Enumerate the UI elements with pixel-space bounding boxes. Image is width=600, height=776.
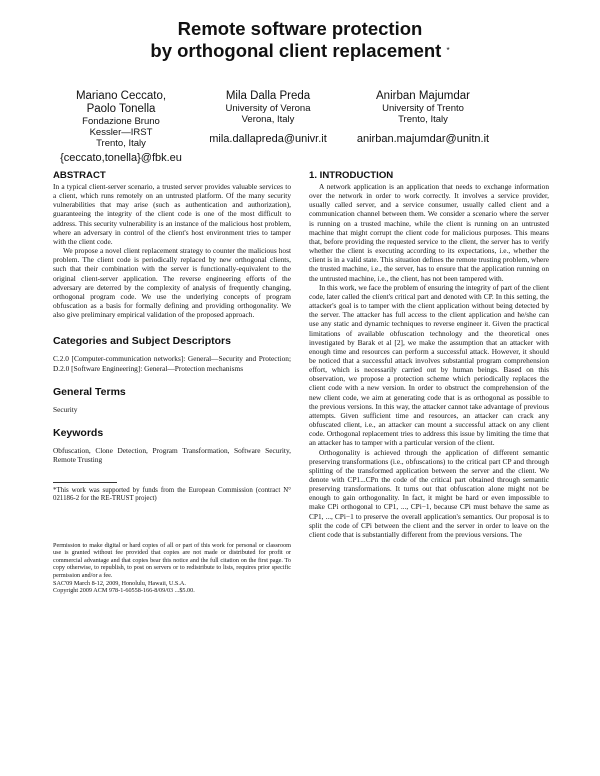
title-line-2: by orthogonal client replacement *: [150, 40, 450, 61]
author-affiliation: Kessler—IRST: [89, 127, 153, 138]
general-terms-text: Security: [53, 404, 78, 414]
author-affiliation: Trento, Italy: [96, 138, 146, 149]
categories-heading: Categories and Subject Descriptors: [53, 335, 231, 348]
abstract-paragraph-2: We propose a novel client replacement strategy to counter the malicious host problem. The client code is periodically replaced by new orthogonal clients, such that their combination with the server is functionally-equivalent to the original client-server application. The reverse engineering efforts of the adversary are deterred by the complexity of analysis of frequently changing, orthogonal program code. We use the underlying concepts of program obfuscation as a basis for formally defining and providing orthogonality. We also give preliminary empirical validation of the proposed approach.: [53, 246, 291, 320]
categories-text: C.2.0 [Computer-communication networks]: General—Security and Protection; D.2.0 [Software Engineering]: General—Protection mechanisms: [53, 354, 291, 373]
author-email[interactable]: anirban.majumdar@unitn.it: [356, 133, 490, 145]
author-name: Mila Dalla Preda: [225, 90, 311, 102]
footnote-rule: [53, 482, 117, 483]
paper-title: [0, 18, 600, 62]
title-footnote-mark: *: [446, 46, 450, 55]
author-affiliation: University of Verona: [225, 103, 311, 114]
abstract-paragraph-1: In a typical client-server scenario, a trusted server provides valuable services to a client, which runs remotely on an untrusted platform. Of the many security vulnerabilities that may arise (such as authentication and authorization), guaranteeing the integrity of the client code is one of the most difficult to address. This security vulnerability is an instance of the malicious host problem, where an adversary in control of the client's host environment tries to tamper with the client code.: [53, 182, 291, 246]
author-block-dalla-preda: [192, 90, 344, 146]
introduction-paragraph-2: In this work, we face the problem of ensuring the integrity of part of the client code, later called the client's critical part and denoted with CP. In this setting, the attacker's goal is to tamper with the client application without being detected by the server. The attacker has full access to the client application and he/she can use any static and dynamic techniques to reverse engineer it. Given the practical limitations of available obfuscation technology and the theoretical ones investigated by Barak et al [2], we make the assumption that an attacker with enough time and resources can perform a successful attack. However, it should be noticed that a successful attack involves substantial program comprehension effort, which is necessarily carried out by human beings. Based on this observation, we propose a protection scheme which periodically replaces the client code with a new version. In order to obstruct the comprehension of the new client code, we aim at generating code that is as orthogonal as possible to the previous versions. In this way, the attacker cannot take advantage of previous attempts. Given sufficient time and resources, an attacker can crack any obfuscated client, i.e., an attacker can mount a successful attack on any client code. Orthogonal replacement tries to address this issue by limiting the time that an attacker has to tamper with a particular version of the client.: [309, 282, 549, 448]
introduction-paragraph-3: Orthogonality is achieved through the application of different semantic preserving transformations (i.e., obfuscations) to the critical part CP and through splitting of the transformed application between the server and the client. We denote with CP1...CPn the code of the critical part obtained through semantic preserving transformations. It turns out that obfuscation alone might not be enough to gain orthogonality. In fact, it might be hard or even impossible to make CPi orthogonal to CP1, ..., CPi−1, because CPi must behave the same as CP1, ..., CPi−1 to preserve the overall application's semantics. Our proposal is to split the code of CPi between the client and the server in order to leave on the client code that is substantially different from the previous versions. The: [309, 447, 549, 539]
author-affiliation: University of Trento: [382, 103, 464, 114]
conference-venue: SAC'09 March 8-12, 2009, Honolulu, Hawaii, U.S.A.: [53, 579, 186, 587]
author-affiliation: Verona, Italy: [241, 114, 295, 125]
abstract-heading: ABSTRACT: [53, 170, 106, 181]
general-terms-heading: General Terms: [53, 385, 126, 398]
author-block-majumdar: [340, 90, 506, 146]
introduction-paragraph-1: A network application is an application that needs to exchange information over the network in order to work correctly. It involves a service provider, usually called server, and a service consumer, usually called client and a communication channel between them. We consider a scenario where the server is running on a trusted machine, while the client is running on an untrusted machine that might corrupt the client code for malicious purposes. This means that, before providing the requested service to the client, the server has to verify whether the client is executing according to its expectations, i.e., whether the client is in a valid state. This situation defines the remote trusting problem, where the trusted machine, i.e., the server, has to ensure that the application running on the untrusted machine, i.e., the client, has not been tampered with.: [309, 182, 549, 283]
title-line-1: Remote software protection: [177, 18, 423, 39]
right-column: [309, 170, 549, 539]
author-name: Anirban Majumdar: [376, 90, 470, 102]
author-block-ceccato-tonella: [52, 90, 190, 165]
introduction-heading: 1. INTRODUCTION: [309, 170, 394, 181]
author-name: Mariano Ceccato,: [75, 90, 167, 102]
permission-block: [53, 542, 291, 595]
author-affiliation: Trento, Italy: [398, 114, 448, 125]
keywords-text: Obfuscation, Clone Detection, Program Transformation, Software Security, Remote Trusting: [53, 445, 291, 464]
footnote-text: *This work was supported by funds from the European Commission (contract N° 021186-2 for the RE-TRUST project): [53, 487, 291, 503]
author-email[interactable]: mila.dallapreda@univr.it: [209, 133, 327, 145]
left-column: [53, 170, 291, 595]
author-name: Paolo Tonella: [86, 103, 156, 115]
author-email[interactable]: {ceccato,tonella}@fbk.eu: [60, 152, 182, 164]
author-affiliation: Fondazione Bruno: [82, 116, 160, 127]
permission-text: Permission to make digital or hard copies of all or part of this work for personal or classroom use is granted without fee provided that copies are not made or distributed for profit or commercial advantage and that copies bear this notice and the full citation on the first page. To copy otherwise, to republish, to post on servers or to redistribute to lists, requires prior specific permission and/or a fee.: [53, 541, 291, 579]
copyright-notice: Copyright 2009 ACM 978-1-60558-166-8/09/03 ...$5.00.: [53, 587, 195, 595]
keywords-heading: Keywords: [53, 426, 104, 439]
